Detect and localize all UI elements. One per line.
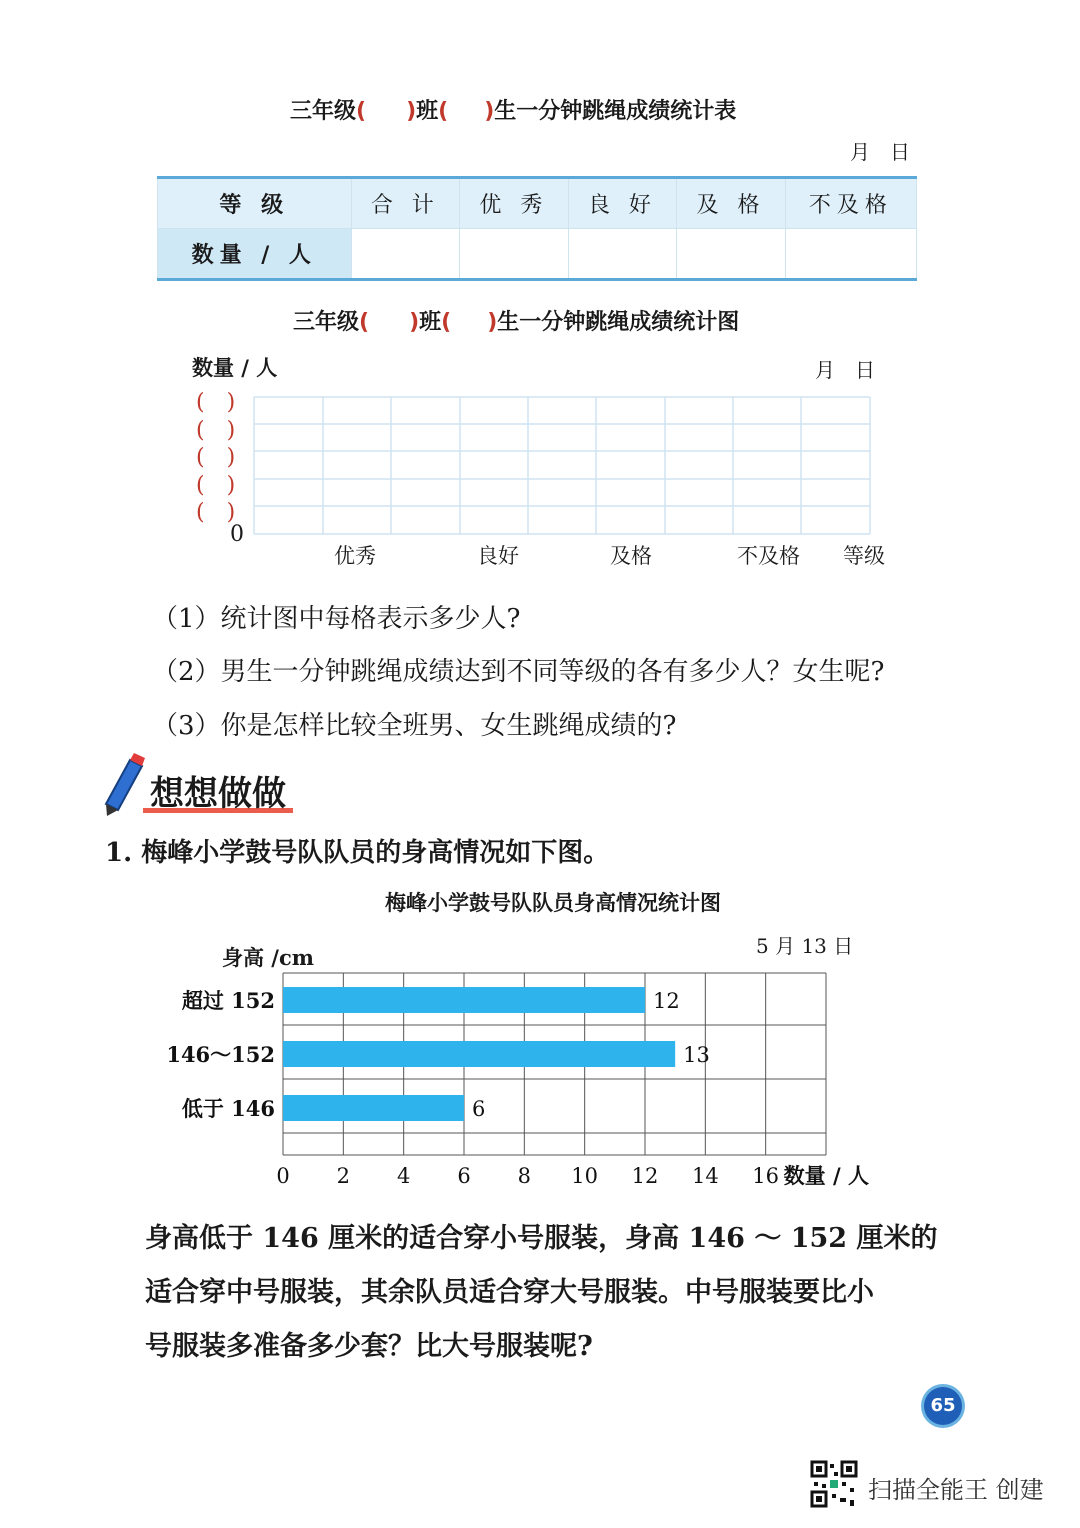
graph-ytick: ( ) bbox=[196, 418, 236, 443]
qr-code-icon bbox=[810, 1460, 858, 1508]
category-label: 低于 146 bbox=[181, 1096, 275, 1121]
height-chart bbox=[150, 960, 910, 1210]
paragraph-line: 号服装多准备多少套？比大号服装呢? bbox=[145, 1331, 593, 1362]
bar bbox=[283, 987, 645, 1013]
graph-ytick: ( ) bbox=[196, 390, 236, 415]
chart-date: 5 月 13 日 bbox=[756, 934, 854, 958]
table-date: 月 日 bbox=[850, 140, 910, 164]
x-tick-label: 8 bbox=[517, 1164, 532, 1188]
bar-value-label: 13 bbox=[683, 1043, 710, 1067]
question-3: （3）你是怎样比较全班男、女生跳绳成绩的? bbox=[152, 711, 677, 741]
chart-title: 梅峰小学鼓号队队员身高情况统计图 bbox=[385, 891, 721, 915]
graph-category: 良好 bbox=[477, 544, 519, 568]
graph-zero: 0 bbox=[230, 522, 244, 547]
bar bbox=[283, 1095, 464, 1121]
graph-ytick: ( ) bbox=[196, 445, 236, 470]
x-axis-label: 数量 / 人 bbox=[783, 1163, 869, 1188]
graph-category: 及格 bbox=[610, 544, 652, 568]
graph-category: 优秀 bbox=[334, 544, 376, 568]
x-tick-label: 16 bbox=[752, 1164, 780, 1188]
x-tick-label: 14 bbox=[691, 1164, 719, 1188]
graph-category: 不及格 bbox=[737, 544, 800, 568]
table-header-cell: 合 计 bbox=[351, 178, 460, 229]
category-label: 超过 152 bbox=[181, 988, 275, 1013]
x-tick-label: 0 bbox=[276, 1164, 290, 1188]
section-title: 想想做做 bbox=[150, 774, 286, 814]
watermark-text: 扫描全能王 创建 bbox=[868, 1476, 1044, 1504]
paragraph-line: 身高低于 146 厘米的适合穿小号服装，身高 146 ～ 152 厘米的 bbox=[145, 1223, 938, 1254]
chart-ylabel: 身高 /cm bbox=[222, 945, 314, 970]
graph-title: 三年级( )班( )生一分钟跳绳成绩统计图 bbox=[293, 310, 740, 335]
empty-grid bbox=[0, 0, 1080, 560]
table-header-cell: 良 好 bbox=[568, 178, 677, 229]
table-header-cell: 不及格 bbox=[785, 178, 916, 229]
bar-value-label: 12 bbox=[653, 989, 680, 1013]
graph-xlabel: 等级 bbox=[843, 544, 885, 568]
x-tick-label: 4 bbox=[396, 1164, 411, 1188]
x-tick-label: 12 bbox=[631, 1164, 659, 1188]
graph-ylabel: 数量 / 人 bbox=[192, 355, 278, 380]
table-header-cell: 等 级 bbox=[158, 178, 352, 229]
x-tick-label: 6 bbox=[457, 1164, 471, 1188]
x-tick-label: 10 bbox=[571, 1164, 599, 1188]
question-2: （2）男生一分钟跳绳成绩达到不同等级的各有多少人？女生呢? bbox=[152, 657, 885, 687]
category-label: 146～152 bbox=[166, 1042, 275, 1067]
graph-ytick: ( ) bbox=[196, 500, 236, 525]
table-title: 三年级( )班( )生一分钟跳绳成绩统计表 bbox=[290, 99, 737, 124]
question-1: （1）统计图中每格表示多少人? bbox=[152, 604, 521, 634]
graph-date: 月 日 bbox=[815, 358, 875, 382]
graph-ytick: ( ) bbox=[196, 473, 236, 498]
x-tick-label: 2 bbox=[336, 1164, 351, 1188]
table-header-cell: 优 秀 bbox=[460, 178, 569, 229]
table-header-cell: 及 格 bbox=[677, 178, 786, 229]
bar-value-label: 6 bbox=[472, 1097, 486, 1121]
bar bbox=[283, 1041, 675, 1067]
exercise-text: 1. 梅峰小学鼓号队队员的身高情况如下图。 bbox=[105, 838, 610, 868]
problem-paragraph bbox=[145, 1212, 945, 1374]
paragraph-line: 适合穿中号服装，其余队员适合穿大号服装。中号服装要比小 bbox=[145, 1277, 874, 1308]
page-number: 65 bbox=[924, 1387, 962, 1425]
table-row-label: 数量 / 人 bbox=[158, 229, 352, 280]
